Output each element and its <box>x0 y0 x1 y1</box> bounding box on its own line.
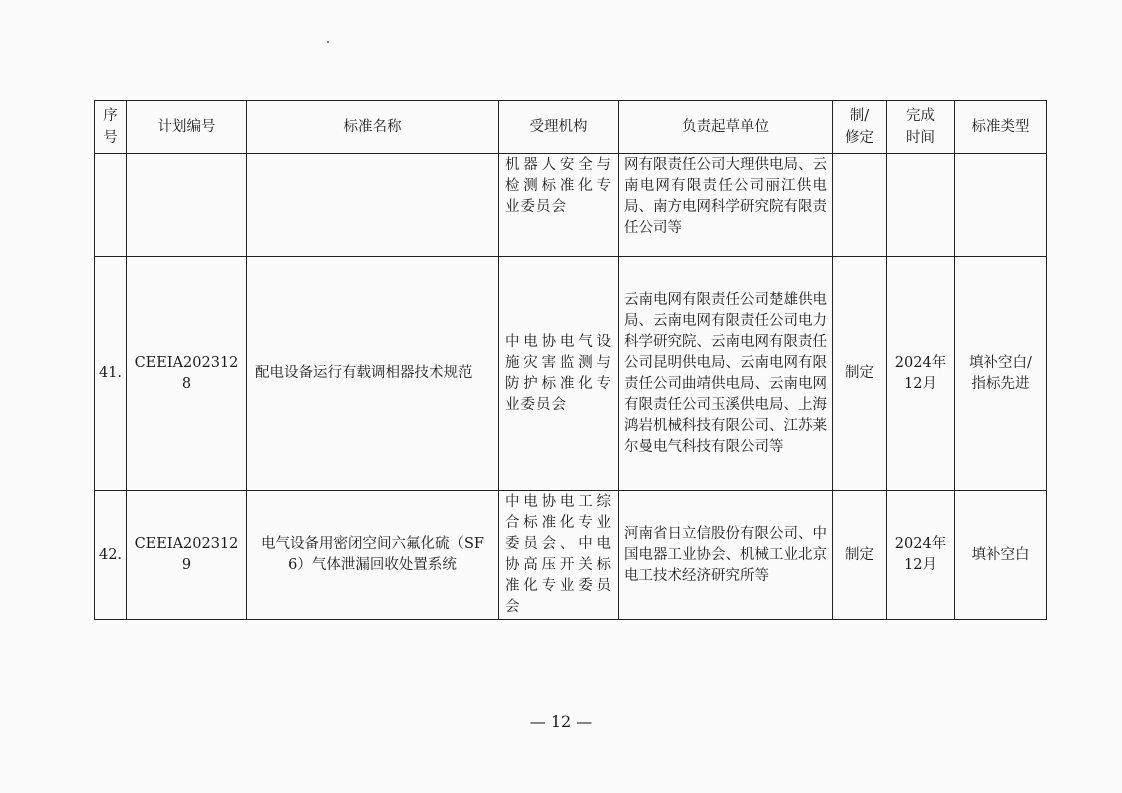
table-row <box>95 491 1047 620</box>
table-row <box>95 154 1047 257</box>
cell-plan-no: CEEIA2023128 <box>127 257 247 491</box>
cell-org: 机器人安全与检测标准化专业委员会 <box>499 154 619 257</box>
scan-speck <box>327 41 329 43</box>
header-make-revise: 制/ 修定 <box>833 101 887 154</box>
page-number: — 12 — <box>529 712 593 731</box>
cell-drafter: 云南电网有限责任公司楚雄供电局、云南电网有限责任公司电力科学研究院、云南电网有限责任公司昆明供电局、云南电网有限责任公司曲靖供电局、云南电网有限责任公司玉溪供电局、上海鸿岩机械科技有限公司、江苏莱尔曼电气科技有限公司等 <box>619 257 833 491</box>
table-header-row <box>95 101 1047 154</box>
cell-org: 中电协电气设施灾害监测与防护标准化专业委员会 <box>499 257 619 491</box>
cell-make: 制定 <box>833 257 887 491</box>
cell-std-name: 配电设备运行有载调相器技术规范 <box>247 257 499 491</box>
cell-complete: 2024年 12月 <box>887 491 955 620</box>
cell-seq: 41. <box>95 257 127 491</box>
header-std-name: 标准名称 <box>247 101 499 154</box>
cell-seq: 42. <box>95 491 127 620</box>
cell-seq <box>95 154 127 257</box>
header-plan-no: 计划编号 <box>127 101 247 154</box>
cell-complete: 2024年 12月 <box>887 257 955 491</box>
standards-plan-table <box>94 100 1047 620</box>
cell-std-type <box>955 154 1047 257</box>
cell-std-name: 电气设备用密闭空间六氟化硫（SF6）气体泄漏回收处置系统 <box>247 491 499 620</box>
cell-std-type: 填补空白/ 指标先进 <box>955 257 1047 491</box>
cell-drafter: 河南省日立信股份有限公司、中国电器工业协会、机械工业北京电工技术经济研究所等 <box>619 491 833 620</box>
header-std-type: 标准类型 <box>955 101 1047 154</box>
cell-make: 制定 <box>833 491 887 620</box>
cell-make <box>833 154 887 257</box>
cell-std-name <box>247 154 499 257</box>
header-drafter: 负责起草单位 <box>619 101 833 154</box>
cell-org: 中电协电工综合标准化专业委员会、中电协高压开关标准化专业委员会 <box>499 491 619 620</box>
cell-std-type: 填补空白 <box>955 491 1047 620</box>
cell-complete <box>887 154 955 257</box>
header-complete-time: 完成 时间 <box>887 101 955 154</box>
header-org: 受理机构 <box>499 101 619 154</box>
cell-plan-no: CEEIA2023129 <box>127 491 247 620</box>
header-seq: 序 号 <box>95 101 127 154</box>
table-row <box>95 257 1047 491</box>
cell-plan-no <box>127 154 247 257</box>
cell-drafter: 网有限责任公司大理供电局、云南电网有限责任公司丽江供电局、南方电网科学研究院有限责任公司等 <box>619 154 833 257</box>
